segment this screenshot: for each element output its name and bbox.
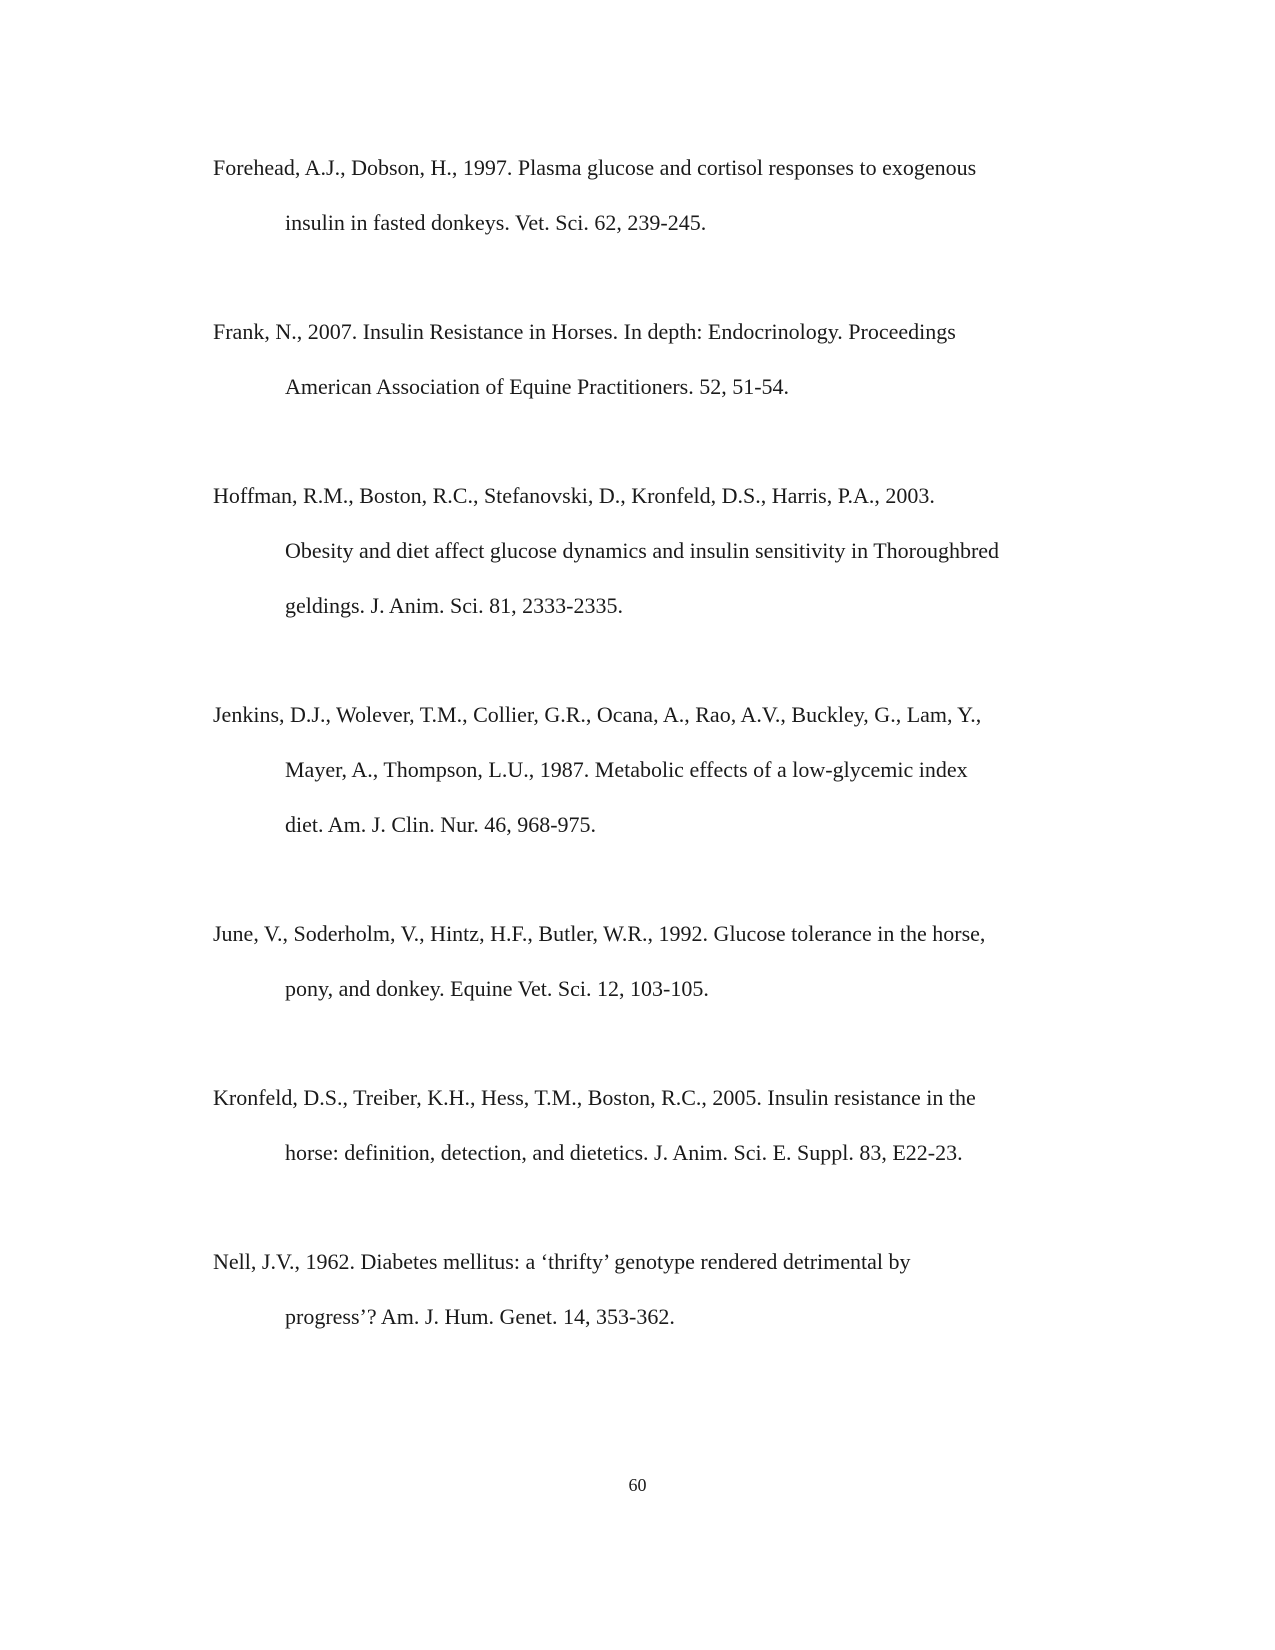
reference-list	[213, 140, 1073, 1398]
reference-line: progress’? Am. J. Hum. Genet. 14, 353-362.	[285, 1304, 675, 1329]
reference-line: Kronfeld, D.S., Treiber, K.H., Hess, T.M., Boston, R.C., 2005. Insulin resistance in the	[213, 1085, 976, 1110]
reference-line: Nell, J.V., 1962. Diabetes mellitus: a ‘thrifty’ genotype rendered detrimental by	[213, 1249, 911, 1274]
reference-line: June, V., Soderholm, V., Hintz, H.F., Butler, W.R., 1992. Glucose tolerance in the horse,	[213, 921, 986, 946]
reference-line: geldings. J. Anim. Sci. 81, 2333-2335.	[285, 593, 623, 618]
reference-entry	[213, 1234, 1073, 1344]
reference-line: diet. Am. J. Clin. Nur. 46, 968-975.	[285, 812, 597, 837]
reference-entry	[213, 304, 1073, 414]
reference-line: Obesity and diet affect glucose dynamics and insulin sensitivity in Thoroughbred	[285, 538, 1000, 563]
reference-entry	[213, 468, 1073, 633]
reference-line: American Association of Equine Practitioners. 52, 51-54.	[285, 374, 790, 399]
reference-entry	[213, 687, 1073, 852]
reference-line: Jenkins, D.J., Wolever, T.M., Collier, G.R., Ocana, A., Rao, A.V., Buckley, G., Lam, Y.,	[213, 702, 982, 727]
reference-entry	[213, 1070, 1073, 1180]
page-number: 60	[628, 1475, 647, 1495]
reference-line: insulin in fasted donkeys. Vet. Sci. 62, 239-245.	[285, 210, 707, 235]
reference-line: horse: definition, detection, and dietetics. J. Anim. Sci. E. Suppl. 83, E22-23.	[285, 1140, 963, 1165]
reference-line: Mayer, A., Thompson, L.U., 1987. Metabolic effects of a low-glycemic index	[285, 757, 968, 782]
reference-entry	[213, 140, 1073, 250]
reference-line: Hoffman, R.M., Boston, R.C., Stefanovski, D., Kronfeld, D.S., Harris, P.A., 2003.	[213, 483, 935, 508]
reference-line: pony, and donkey. Equine Vet. Sci. 12, 103-105.	[285, 976, 709, 1001]
reference-line: Frank, N., 2007. Insulin Resistance in Horses. In depth: Endocrinology. Proceedings	[213, 319, 956, 344]
reference-line: Forehead, A.J., Dobson, H., 1997. Plasma glucose and cortisol responses to exogenous	[213, 155, 977, 180]
reference-entry	[213, 906, 1073, 1016]
